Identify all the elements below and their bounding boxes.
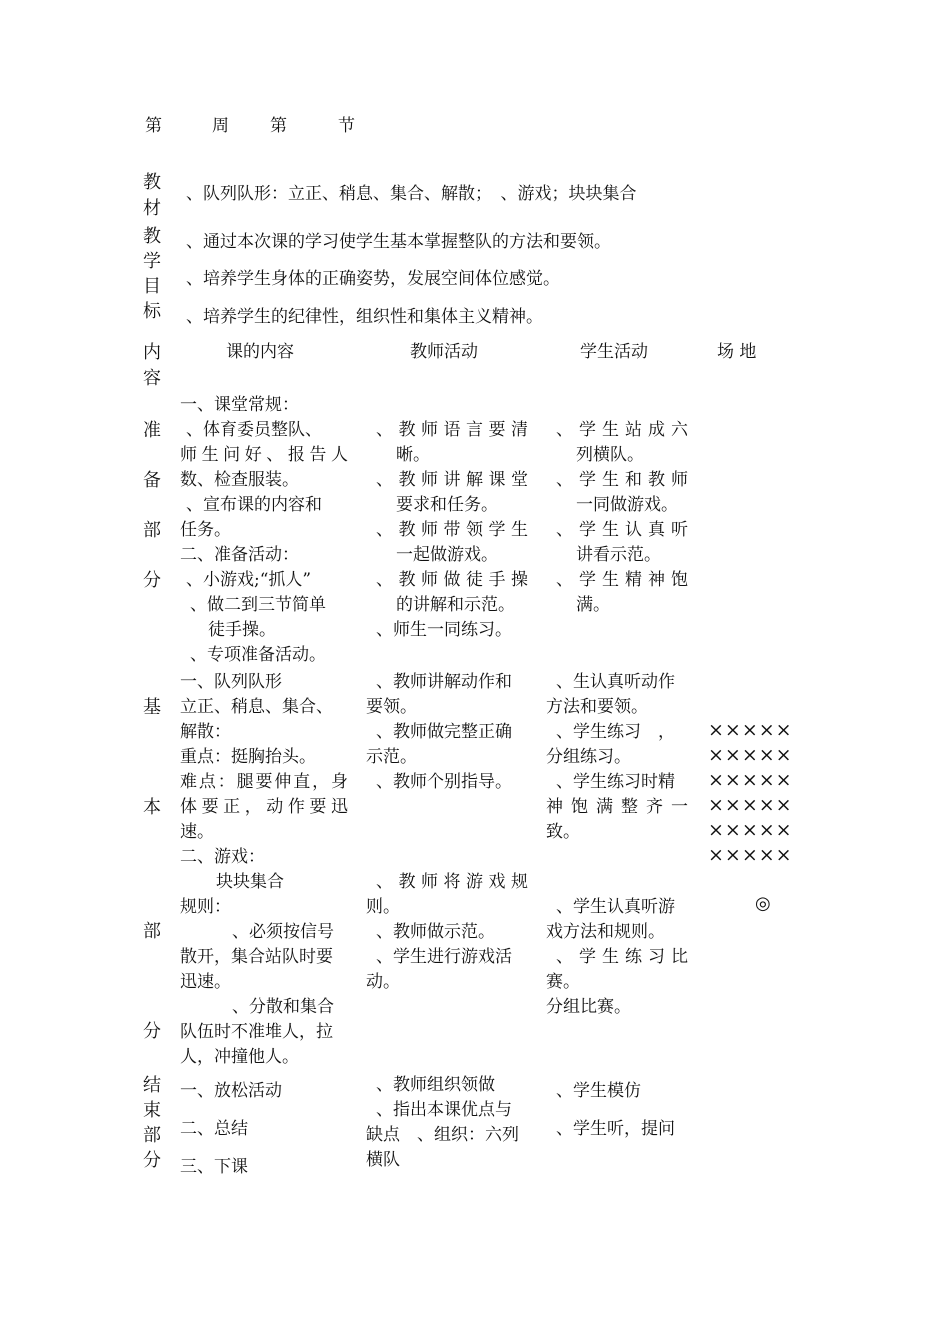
basic-content-line: 难点：腿要伸直，身 [180,772,348,792]
objectives-label-char: 教 [143,226,161,247]
formation-row: ××××× [708,819,793,841]
prep-content-line: 、体育委员整队、 [186,420,322,440]
formation-row: ××××× [708,719,793,741]
prep-content-line: 数、检查服装。 [180,470,299,490]
basic-content-line: 规则： [180,897,231,917]
end-student-line: 、学生听，提问 [556,1119,675,1139]
textbook-label-char: 教 [143,172,161,193]
basic-content-line: 解散： [180,722,231,742]
end-label-char: 分 [143,1150,161,1171]
prep-student-line: 满。 [576,595,610,615]
basic-content-line: 、分散和集合 [232,997,334,1017]
end-student-line: 、学生模仿 [556,1081,641,1101]
objectives-label-char: 标 [143,301,161,322]
header-student-activity: 学生活动 [580,342,648,362]
prep-content-line: 、宣布课的内容和 [186,495,322,515]
prep-teacher-line: 、教师带领学生 [376,520,528,540]
header-week-unit: 周 [212,116,229,136]
prep-student-line: 讲看示范。 [576,545,661,565]
header-section-label: 第 [270,116,287,136]
basic-teacher-line: 、学生进行游戏活 [376,947,512,967]
prep-student-line: 列横队。 [576,445,644,465]
prep-teacher-line: 的讲解和示范。 [396,595,515,615]
basic-content-line: 块块集合 [216,872,284,892]
basic-teacher-line: 、教师讲解动作和 [376,672,512,692]
header-content-label: 容 [143,368,161,389]
objectives-label-char: 学 [143,251,161,272]
end-label-char: 束 [143,1100,161,1121]
prep-teacher-line: 、教师讲解课堂 [376,470,528,490]
prep-content-line: 二、准备活动： [180,545,299,565]
prep-content-line: 、小游戏;“抓人” [186,570,312,590]
prep-label-char: 备 [143,470,161,491]
basic-student-line: 戏方法和规则。 [546,922,665,942]
prep-label-char: 部 [143,520,161,541]
objective-item: 、培养学生的纪律性，组织性和集体主义精神。 [186,307,543,327]
textbook-label-char: 材 [143,198,161,219]
prep-teacher-line: 、教师语言要清 [376,420,528,440]
objective-item: 、培养学生身体的正确姿势，发展空间体位感觉。 [186,269,560,289]
basic-student-line: 、学生练习 ， [556,722,675,742]
basic-label-char: 本 [143,797,161,818]
header-section-unit: 节 [338,116,355,136]
basic-content-line: 队伍时不准堆人，拉 [180,1022,333,1042]
prep-student-line: 、学生和教师 [556,470,688,490]
prep-student-line: 、学生站成六 [556,420,688,440]
header-week-label: 第 [145,116,162,136]
basic-content-line: 立正、稍息、集合、 [180,697,333,717]
basic-content-line: 速。 [180,822,214,842]
basic-student-line: 赛。 [546,972,580,992]
formation-row: ××××× [708,844,793,866]
basic-content-line: 、必须按信号 [232,922,334,942]
basic-student-line: 致。 [546,822,580,842]
prep-content-line: 师生问好、报告人 [180,445,348,465]
basic-content-line: 二、游戏： [180,847,265,867]
basic-student-line: 方法和要领。 [546,697,648,717]
prep-teacher-line: 晰。 [396,445,430,465]
basic-student-line: 分组比赛。 [546,997,631,1017]
basic-student-line: 、学生练习时精 [556,772,675,792]
teacher-position-marker: ◎ [755,893,771,914]
prep-content-line: 任务。 [180,520,231,540]
prep-student-line: 、学生认真听 [556,520,688,540]
prep-student-line: 一同做游戏。 [576,495,678,515]
end-content-line: 二、总结 [180,1119,248,1139]
end-teacher-line: 、指出本课优点与 [376,1100,512,1120]
basic-label-char: 部 [143,921,161,942]
basic-teacher-line: 、教师将游戏规 [376,872,528,892]
basic-teacher-line: 、教师个别指导。 [376,772,512,792]
basic-teacher-line: 、教师做完整正确 [376,722,512,742]
prep-content-line: 、专项准备活动。 [190,645,326,665]
end-content-line: 一、放松活动 [180,1081,282,1101]
basic-content-line: 迅速。 [180,972,231,992]
prep-student-line: 、学生精神饱 [556,570,688,590]
textbook-content: 、队列队形：立正、稍息、集合、解散； 、游戏；块块集合 [186,184,637,204]
basic-teacher-line: 则。 [366,897,400,917]
basic-content-line: 一、队列队形 [180,672,282,692]
basic-teacher-line: 要领。 [366,697,417,717]
basic-student-line: 、学生练习比 [556,947,688,967]
prep-label-char: 准 [143,420,161,441]
prep-teacher-line: 要求和任务。 [396,495,498,515]
objective-item: 、通过本次课的学习使学生基本掌握整队的方法和要领。 [186,232,611,252]
end-content-line: 三、下课 [180,1157,248,1177]
end-label-char: 部 [143,1125,161,1146]
formation-row: ××××× [708,744,793,766]
basic-teacher-line: 动。 [366,972,400,992]
basic-content-line: 重点：挺胸抬头。 [180,747,316,767]
prep-teacher-line: 、教师做徒手操 [376,570,528,590]
header-content-label: 内 [143,342,161,363]
basic-student-line: 、生认真听动作 [556,672,675,692]
basic-content-line: 人，冲撞他人。 [180,1047,299,1067]
end-teacher-line: 缺点 、组织：六列 [366,1125,519,1145]
header-lesson-content: 课的内容 [226,342,294,362]
objectives-label-char: 目 [143,276,161,297]
header-teacher-activity: 教师活动 [410,342,478,362]
basic-teacher-line: 示范。 [366,747,417,767]
formation-row: ××××× [708,769,793,791]
prep-content-line: 、做二到三节简单 [190,595,326,615]
basic-content-line: 散开，集合站队时要 [180,947,333,967]
header-field: 场 地 [717,342,757,362]
basic-student-line: 神饱满整齐一 [546,797,688,817]
prep-content-line: 徒手操。 [208,620,276,640]
basic-student-line: 、学生认真听游 [556,897,675,917]
prep-content-line: 一、课堂常规： [180,395,299,415]
basic-student-line: 分组练习。 [546,747,631,767]
basic-label-char: 基 [143,697,161,718]
basic-teacher-line: 、教师做示范。 [376,922,495,942]
end-teacher-line: 、教师组织领做 [376,1075,495,1095]
formation-row: ××××× [708,794,793,816]
end-teacher-line: 横队 [366,1150,400,1170]
prep-teacher-line: 一起做游戏。 [396,545,498,565]
end-label-char: 结 [143,1075,161,1096]
prep-teacher-line: 、师生一同练习。 [376,620,512,640]
basic-content-line: 体要正，动作要迅 [180,797,348,817]
basic-label-char: 分 [143,1021,161,1042]
prep-label-char: 分 [143,570,161,591]
